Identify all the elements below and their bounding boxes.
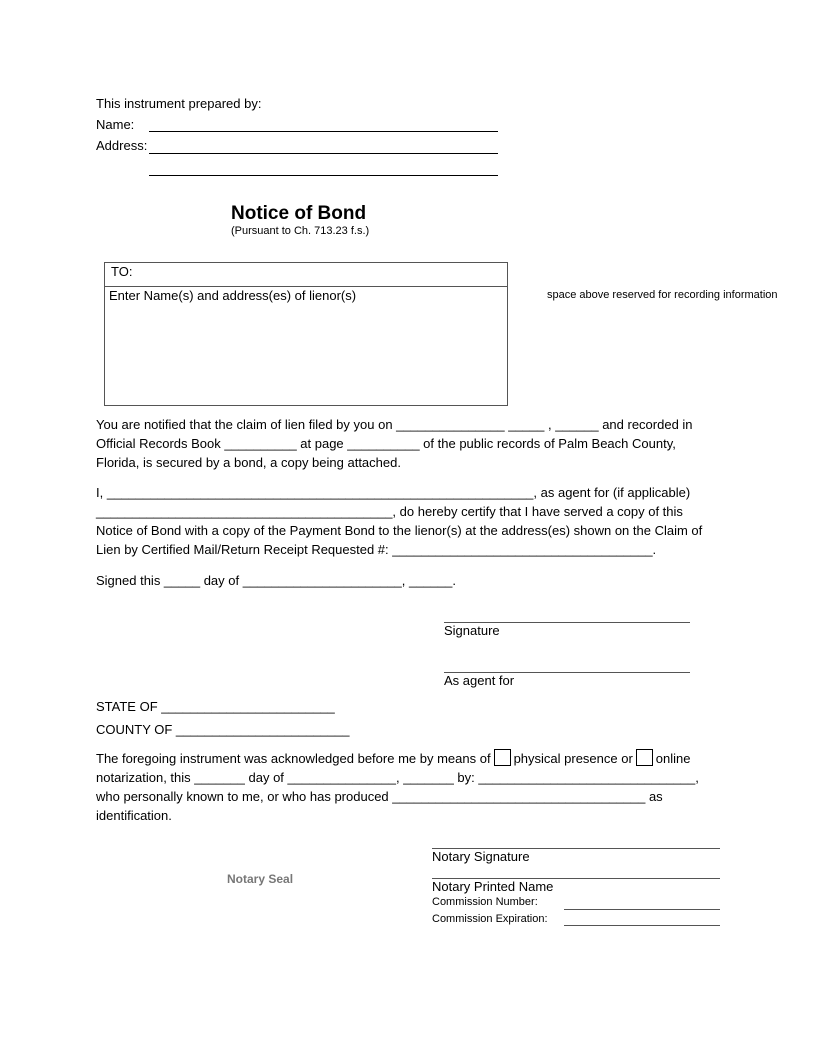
signed-line: Signed this _____ day of ______________________, ______. [96, 573, 456, 588]
name-line[interactable] [149, 131, 498, 132]
address-label: Address: [96, 138, 148, 153]
county-line: COUNTY OF ________________________ [96, 722, 350, 737]
page-subtitle: (Pursuant to Ch. 713.23 f.s.) [231, 225, 370, 237]
lien-notice-line-3: Florida, is secured by a bond, a copy being attached. [96, 455, 401, 470]
commission-expiration-label: Commission Expiration: [432, 913, 548, 925]
acknowledgement-line-1 [96, 749, 699, 768]
certification-paragraph [96, 483, 702, 559]
online-notarization-checkbox[interactable] [636, 749, 653, 766]
certification-line-2: _________________________________________, do hereby certify that I have served a copy of this [96, 504, 683, 519]
to-row [105, 263, 507, 287]
physical-presence-label: physical presence or [513, 751, 633, 766]
page-title: Notice of Bond [231, 203, 367, 224]
notary-signature-label: Notary Signature [432, 849, 530, 864]
acknowledgement-paragraph [96, 749, 699, 825]
lienor-entry-area[interactable] [105, 287, 507, 303]
certification-line-4: Lien by Certified Mail/Return Receipt Requested #: ____________________________________. [96, 542, 657, 557]
certification-line-3: Notice of Bond with a copy of the Payment Bond to the lienor(s) at the address(es) shown on the Claim of [96, 523, 703, 538]
to-label: TO: [111, 264, 133, 279]
lien-notice-paragraph [96, 415, 693, 472]
acknowledgement-line-3: who personally known to me, or who has produced ___________________________________ as [96, 789, 663, 804]
notary-printed-name-label: Notary Printed Name [432, 879, 554, 894]
notary-seal-label: Notary Seal [227, 872, 294, 886]
lien-notice-line-2: Official Records Book __________ at page __________ of the public records of Palm Beach County, [96, 436, 676, 451]
commission-number-line[interactable] [564, 909, 720, 910]
commission-expiration-line[interactable] [564, 925, 720, 926]
lien-notice-line-1: You are notified that the claim of lien filed by you on _______________ _____ , ______ and recorded in [96, 417, 693, 432]
physical-presence-checkbox[interactable] [494, 749, 511, 766]
online-label: online [655, 751, 691, 766]
prepared-by-heading: This instrument prepared by: [96, 96, 262, 111]
commission-number-label: Commission Number: [432, 896, 538, 908]
lienor-entry-label: Enter Name(s) and address(es) of lienor(s) [109, 288, 357, 303]
agent-label: As agent for [444, 673, 515, 688]
acknowledgement-line-2: notarization, this _______ day of _______________, _______ by: ______________________________, [96, 770, 699, 785]
certification-line-1: I, ___________________________________________________________, as agent for (if applicable) [96, 485, 691, 500]
address-line-1[interactable] [149, 153, 498, 154]
acknowledgement-text-a: The foregoing instrument was acknowledged before me by means of [96, 751, 491, 766]
lienor-box[interactable] [104, 262, 508, 406]
address-line-2[interactable] [149, 175, 498, 176]
acknowledgement-line-4: identification. [96, 808, 172, 823]
name-label: Name: [96, 117, 135, 132]
signature-label: Signature [444, 623, 500, 638]
state-line: STATE OF ________________________ [96, 699, 335, 714]
recording-note: space above reserved for recording information [547, 289, 778, 301]
